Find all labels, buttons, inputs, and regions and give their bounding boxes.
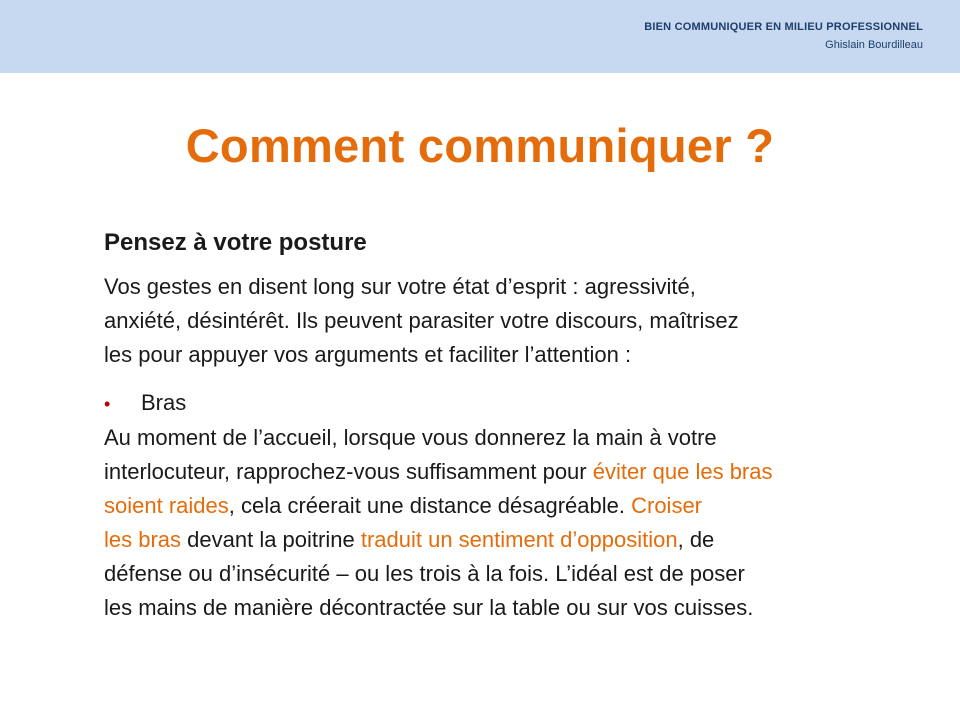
highlight-text: traduit un sentiment d’opposition xyxy=(360,527,678,552)
body-text: Au moment de l’accueil, lorsque vous donnerez la main à votre xyxy=(104,425,717,450)
bullet-label: Bras xyxy=(141,390,187,415)
header-author: Ghislain Bourdilleau xyxy=(825,39,923,51)
body-line xyxy=(104,523,934,557)
slide-title: Comment communiquer ? xyxy=(185,119,775,172)
header-band xyxy=(0,0,960,73)
highlight-text: éviter que les bras xyxy=(592,459,773,484)
intro-line: anxiété, désintérêt. Ils peuvent parasiter votre discours, maîtrisez xyxy=(104,308,739,333)
intro-line: les pour appuyer vos arguments et faciliter l’attention : xyxy=(104,342,632,367)
body-line xyxy=(104,421,934,455)
header-title: BIEN COMMUNIQUER EN MILIEU PROFESSIONNEL xyxy=(644,21,923,33)
highlight-text: Croiser xyxy=(631,493,703,518)
body-text: , cela créerait une distance désagréable. xyxy=(228,493,632,518)
highlight-text: soient raides xyxy=(104,493,229,518)
bullet-item xyxy=(104,386,934,421)
body-text: devant la poitrine xyxy=(181,527,361,552)
body-text: interlocuteur, rapprochez-vous suffisamment pour xyxy=(104,459,593,484)
body-text: défense ou d’insécurité – ou les trois à la fois. L’idéal est de poser xyxy=(104,561,745,586)
body-line xyxy=(104,489,934,523)
body-paragraph xyxy=(104,421,934,625)
intro-line: Vos gestes en disent long sur votre état d’esprit : agressivité, xyxy=(104,274,696,299)
body-line xyxy=(104,557,934,591)
body-text: les mains de manière décontractée sur la table ou sur vos cuisses. xyxy=(104,595,754,620)
bullet-icon: • xyxy=(104,394,111,414)
intro-paragraph xyxy=(104,270,934,372)
highlight-text: les bras xyxy=(104,527,182,552)
section-subtitle: Pensez à votre posture xyxy=(104,229,367,256)
slide-content xyxy=(104,225,934,625)
body-line xyxy=(104,591,934,625)
body-text: , de xyxy=(677,527,715,552)
body-line xyxy=(104,455,934,489)
